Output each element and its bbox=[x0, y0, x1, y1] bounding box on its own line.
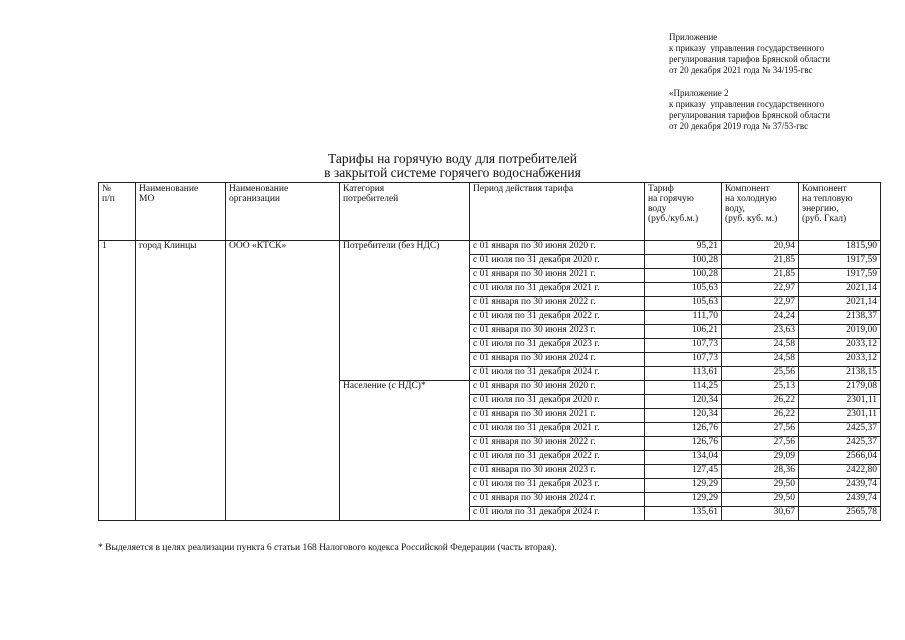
header-category: Категория потребителей bbox=[340, 183, 470, 241]
row-number: 1 bbox=[99, 241, 136, 521]
heat-energy-component: 2021,14 bbox=[799, 283, 881, 297]
cold-water-component: 29,50 bbox=[722, 479, 799, 493]
hot-water-tariff: 135,61 bbox=[645, 507, 722, 521]
tariff-period: с 01 июля по 31 декабря 2020 г. bbox=[470, 255, 645, 269]
cold-water-component: 27,56 bbox=[722, 423, 799, 437]
hot-water-tariff: 113,61 bbox=[645, 367, 722, 381]
heat-energy-component: 2425,37 bbox=[799, 437, 881, 451]
tariff-period: с 01 января по 30 июня 2024 г. bbox=[470, 493, 645, 507]
appendix-note-previous bbox=[669, 88, 830, 132]
hot-water-tariff: 134,04 bbox=[645, 451, 722, 465]
tariff-period: с 01 января по 30 июня 2021 г. bbox=[470, 269, 645, 283]
hot-water-tariff: 95,21 bbox=[645, 241, 722, 255]
tariff-period: с 01 июля по 31 декабря 2021 г. bbox=[470, 423, 645, 437]
heat-energy-component: 2439,74 bbox=[799, 493, 881, 507]
table-body bbox=[99, 241, 881, 521]
tariff-period: с 01 января по 30 июня 2020 г. bbox=[470, 241, 645, 255]
hot-water-tariff: 127,45 bbox=[645, 465, 722, 479]
hot-water-tariff: 105,63 bbox=[645, 297, 722, 311]
tariff-period: с 01 июля по 31 декабря 2022 г. bbox=[470, 311, 645, 325]
heat-energy-component: 2138,15 bbox=[799, 367, 881, 381]
tariff-period: с 01 июля по 31 декабря 2021 г. bbox=[470, 283, 645, 297]
header-tariff: Тариф на горячую воду (руб./куб.м.) bbox=[645, 183, 722, 241]
header-num: № п/п bbox=[99, 183, 136, 241]
cold-water-component: 27,56 bbox=[722, 437, 799, 451]
cold-water-component: 28,36 bbox=[722, 465, 799, 479]
heat-energy-component: 2138,37 bbox=[799, 311, 881, 325]
appendix-note-current-line: Приложение bbox=[669, 32, 718, 42]
tariff-period: с 01 июля по 31 декабря 2023 г. bbox=[470, 339, 645, 353]
hot-water-tariff: 120,34 bbox=[645, 395, 722, 409]
consumer-category: Потребители (без НДС) bbox=[340, 241, 470, 381]
tariff-period: с 01 июля по 31 декабря 2024 г. bbox=[470, 367, 645, 381]
header-heat: Компонент на тепловую энергию, (руб. Гкал) bbox=[799, 183, 881, 241]
cold-water-component: 20,94 bbox=[722, 241, 799, 255]
header-period: Период действия тарифа bbox=[470, 183, 645, 241]
table-row bbox=[99, 241, 881, 255]
heat-energy-component: 2439,74 bbox=[799, 479, 881, 493]
cold-water-component: 23,63 bbox=[722, 325, 799, 339]
appendix-note-current-line: от 20 декабря 2021 года № 34/195-гвс bbox=[669, 65, 813, 75]
cold-water-component: 22,97 bbox=[722, 297, 799, 311]
cold-water-component: 22,97 bbox=[722, 283, 799, 297]
tariff-period: с 01 января по 30 июня 2021 г. bbox=[470, 409, 645, 423]
hot-water-tariff: 129,29 bbox=[645, 493, 722, 507]
header-org: Наименование организации bbox=[226, 183, 340, 241]
appendix-note-previous-line: к приказу управления государственного bbox=[669, 99, 825, 109]
cold-water-component: 26,22 bbox=[722, 409, 799, 423]
title-line-1: Тарифы на горячую воду для потребителей bbox=[328, 151, 577, 166]
municipality-name: город Клинцы bbox=[136, 241, 226, 521]
consumer-category: Население (с НДС)* bbox=[340, 381, 470, 521]
cold-water-component: 24,58 bbox=[722, 353, 799, 367]
cold-water-component: 21,85 bbox=[722, 255, 799, 269]
cold-water-component: 29,50 bbox=[722, 493, 799, 507]
tariff-period: с 01 января по 30 июня 2023 г. bbox=[470, 465, 645, 479]
table-header-row bbox=[99, 183, 881, 241]
header-mo: Наименование МО bbox=[136, 183, 226, 241]
cold-water-component: 25,13 bbox=[722, 381, 799, 395]
hot-water-tariff: 114,25 bbox=[645, 381, 722, 395]
header-cold: Компонент на холодную воду, (руб. куб. м.) bbox=[722, 183, 799, 241]
tariff-period: с 01 января по 30 июня 2022 г. bbox=[470, 437, 645, 451]
organization-name: ООО «КТСК» bbox=[226, 241, 340, 521]
hot-water-tariff: 111,70 bbox=[645, 311, 722, 325]
heat-energy-component: 2301,11 bbox=[799, 409, 881, 423]
footnote: * Выделяется в целях реализации пункта 6 статьи 168 Налогового кодекса Российской Федерации (часть вторая). bbox=[98, 543, 557, 553]
tariff-period: с 01 января по 30 июня 2020 г. bbox=[470, 381, 645, 395]
heat-energy-component: 1917,59 bbox=[799, 269, 881, 283]
heat-energy-component: 2301,11 bbox=[799, 395, 881, 409]
cold-water-component: 29,09 bbox=[722, 451, 799, 465]
tariff-period: с 01 января по 30 июня 2024 г. bbox=[470, 353, 645, 367]
tariff-period: с 01 января по 30 июня 2022 г. bbox=[470, 297, 645, 311]
hot-water-tariff: 107,73 bbox=[645, 339, 722, 353]
appendix-note-previous-line: от 20 декабря 2019 года № 37/53-гвс bbox=[669, 121, 809, 131]
document-title bbox=[0, 152, 905, 180]
tariff-period: с 01 июля по 31 декабря 2022 г. bbox=[470, 451, 645, 465]
heat-energy-component: 2019,00 bbox=[799, 325, 881, 339]
hot-water-tariff: 100,28 bbox=[645, 255, 722, 269]
heat-energy-component: 1815,90 bbox=[799, 241, 881, 255]
heat-energy-component: 2033,12 bbox=[799, 353, 881, 367]
hot-water-tariff: 126,76 bbox=[645, 423, 722, 437]
heat-energy-component: 2179,08 bbox=[799, 381, 881, 395]
cold-water-component: 24,58 bbox=[722, 339, 799, 353]
tariff-table bbox=[98, 182, 881, 521]
tariff-period: с 01 июля по 31 декабря 2020 г. bbox=[470, 395, 645, 409]
heat-energy-component: 2033,12 bbox=[799, 339, 881, 353]
heat-energy-component: 2565,78 bbox=[799, 507, 881, 521]
title-line-2: в закрытой системе горячего водоснабжения bbox=[324, 165, 581, 180]
heat-energy-component: 1917,59 bbox=[799, 255, 881, 269]
appendix-note-current bbox=[669, 32, 830, 76]
heat-energy-component: 2566,04 bbox=[799, 451, 881, 465]
appendix-note-current-line: регулирования тарифов Брянской области bbox=[669, 54, 831, 64]
hot-water-tariff: 105,63 bbox=[645, 283, 722, 297]
heat-energy-component: 2021,14 bbox=[799, 297, 881, 311]
hot-water-tariff: 126,76 bbox=[645, 437, 722, 451]
tariff-period: с 01 июля по 31 декабря 2024 г. bbox=[470, 507, 645, 521]
cold-water-component: 26,22 bbox=[722, 395, 799, 409]
hot-water-tariff: 107,73 bbox=[645, 353, 722, 367]
hot-water-tariff: 120,34 bbox=[645, 409, 722, 423]
tariff-period: с 01 января по 30 июня 2023 г. bbox=[470, 325, 645, 339]
tariff-period: с 01 июля по 31 декабря 2023 г. bbox=[470, 479, 645, 493]
appendix-note-current-line: к приказу управления государственного bbox=[669, 43, 825, 53]
heat-energy-component: 2425,37 bbox=[799, 423, 881, 437]
cold-water-component: 25,56 bbox=[722, 367, 799, 381]
hot-water-tariff: 106,21 bbox=[645, 325, 722, 339]
cold-water-component: 24,24 bbox=[722, 311, 799, 325]
hot-water-tariff: 129,29 bbox=[645, 479, 722, 493]
cold-water-component: 30,67 bbox=[722, 507, 799, 521]
appendix-note-previous-line: «Приложение 2 bbox=[669, 88, 729, 98]
heat-energy-component: 2422,80 bbox=[799, 465, 881, 479]
cold-water-component: 21,85 bbox=[722, 269, 799, 283]
appendix-note-previous-line: регулирования тарифов Брянской области bbox=[669, 110, 831, 120]
hot-water-tariff: 100,28 bbox=[645, 269, 722, 283]
